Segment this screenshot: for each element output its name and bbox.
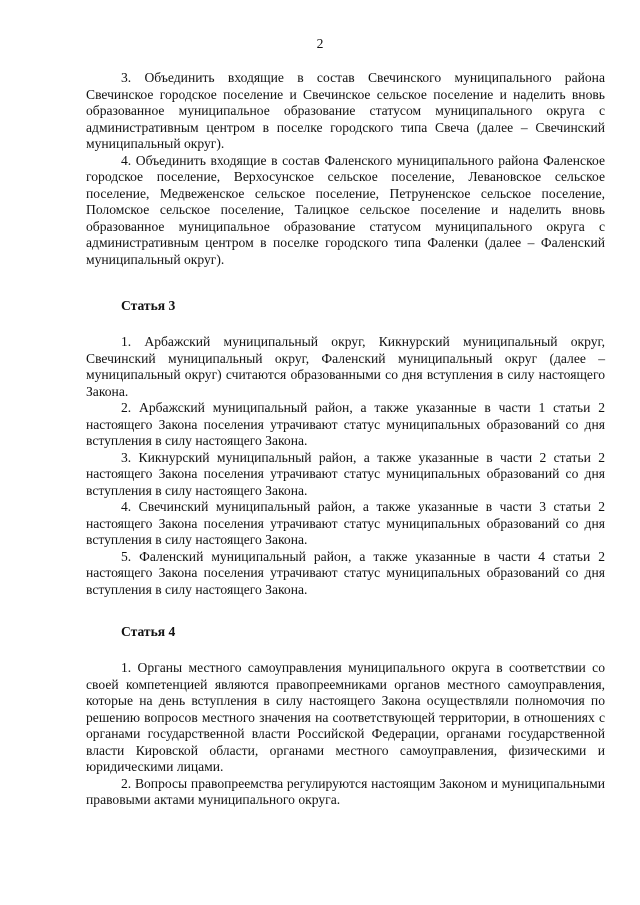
paragraph: 2. Арбажский муниципальный район, а также указанные в части 1 статьи 2 настоящего Закона поселения утрачивают статус муниципальных образований со дня вступления в силу настоящего Закона. [86,400,605,448]
paragraph: 1. Органы местного самоуправления муниципального округа в соответствии со своей компетенцией являются правопреемниками органов местного самоуправления, которые на день вступления в силу настоящего Закона осуществляли полномочия по решению вопросов местного значения на соответствующей территории, в отношениях с органами государственной власти Российской Федерации, органами государственной власти Кировской области, органами местного самоуправления, физическими и юридическими лицами. [86,660,605,774]
article-3-heading: Статья 3 [121,298,176,313]
paragraph: 4. Объединить входящие в состав Фаленского муниципального района Фаленское городское поселение, Верхосунское сельское поселение, Левановское сельское поселение, Медвеженское сельское поселение, Петруненское сельское поселение, Поломское сельское поселение, Талицкое сельское поселение и наделить вновь образованное муниципальное образование статусом муниципального округа с административным центром в поселке городского типа Фаленки (далее – Фаленский муниципальный округ). [86,152,605,267]
article-3-body [86,334,605,598]
page-number: 2 [316,36,324,51]
paragraph: 2. Вопросы правопреемства регулируются настоящим Законом и муниципальными правовыми актами муниципального округа. [86,775,605,807]
paragraph: 3. Объединить входящие в состав Свечинского муниципального района Свечинское городское поселение и Свечинское сельское поселение и наделить вновь образованное муниципальное образование статусом муниципального округа с административным центром в поселке городского типа Свеча (далее – Свечинский муниципальный округ). [86,70,605,151]
paragraph: 4. Свечинский муниципальный район, а также указанные в части 3 статьи 2 настоящего Закона поселения утрачивают статус муниципальных образований со дня вступления в силу настоящего Закона. [86,499,605,547]
article-4-heading: Статья 4 [121,624,176,639]
paragraph: 3. Кикнурский муниципальный район, а также указанные в части 2 статьи 2 настоящего Закона поселения утрачивают статус муниципальных образований со дня вступления в силу настоящего Закона. [86,449,605,498]
article-4-body [86,660,605,809]
intro-section [86,70,605,268]
paragraph: 1. Арбажский муниципальный округ, Кикнурский муниципальный округ, Свечинский муниципальный округ, Фаленский муниципальный округ (далее – муниципальный округ) считаются образованными со дня вступления в силу настоящего Закона. [86,334,605,399]
paragraph: 5. Фаленский муниципальный район, а также указанные в части 4 статьи 2 настоящего Закона поселения утрачивают статус муниципальных образований со дня вступления в силу настоящего Закона. [86,548,605,597]
